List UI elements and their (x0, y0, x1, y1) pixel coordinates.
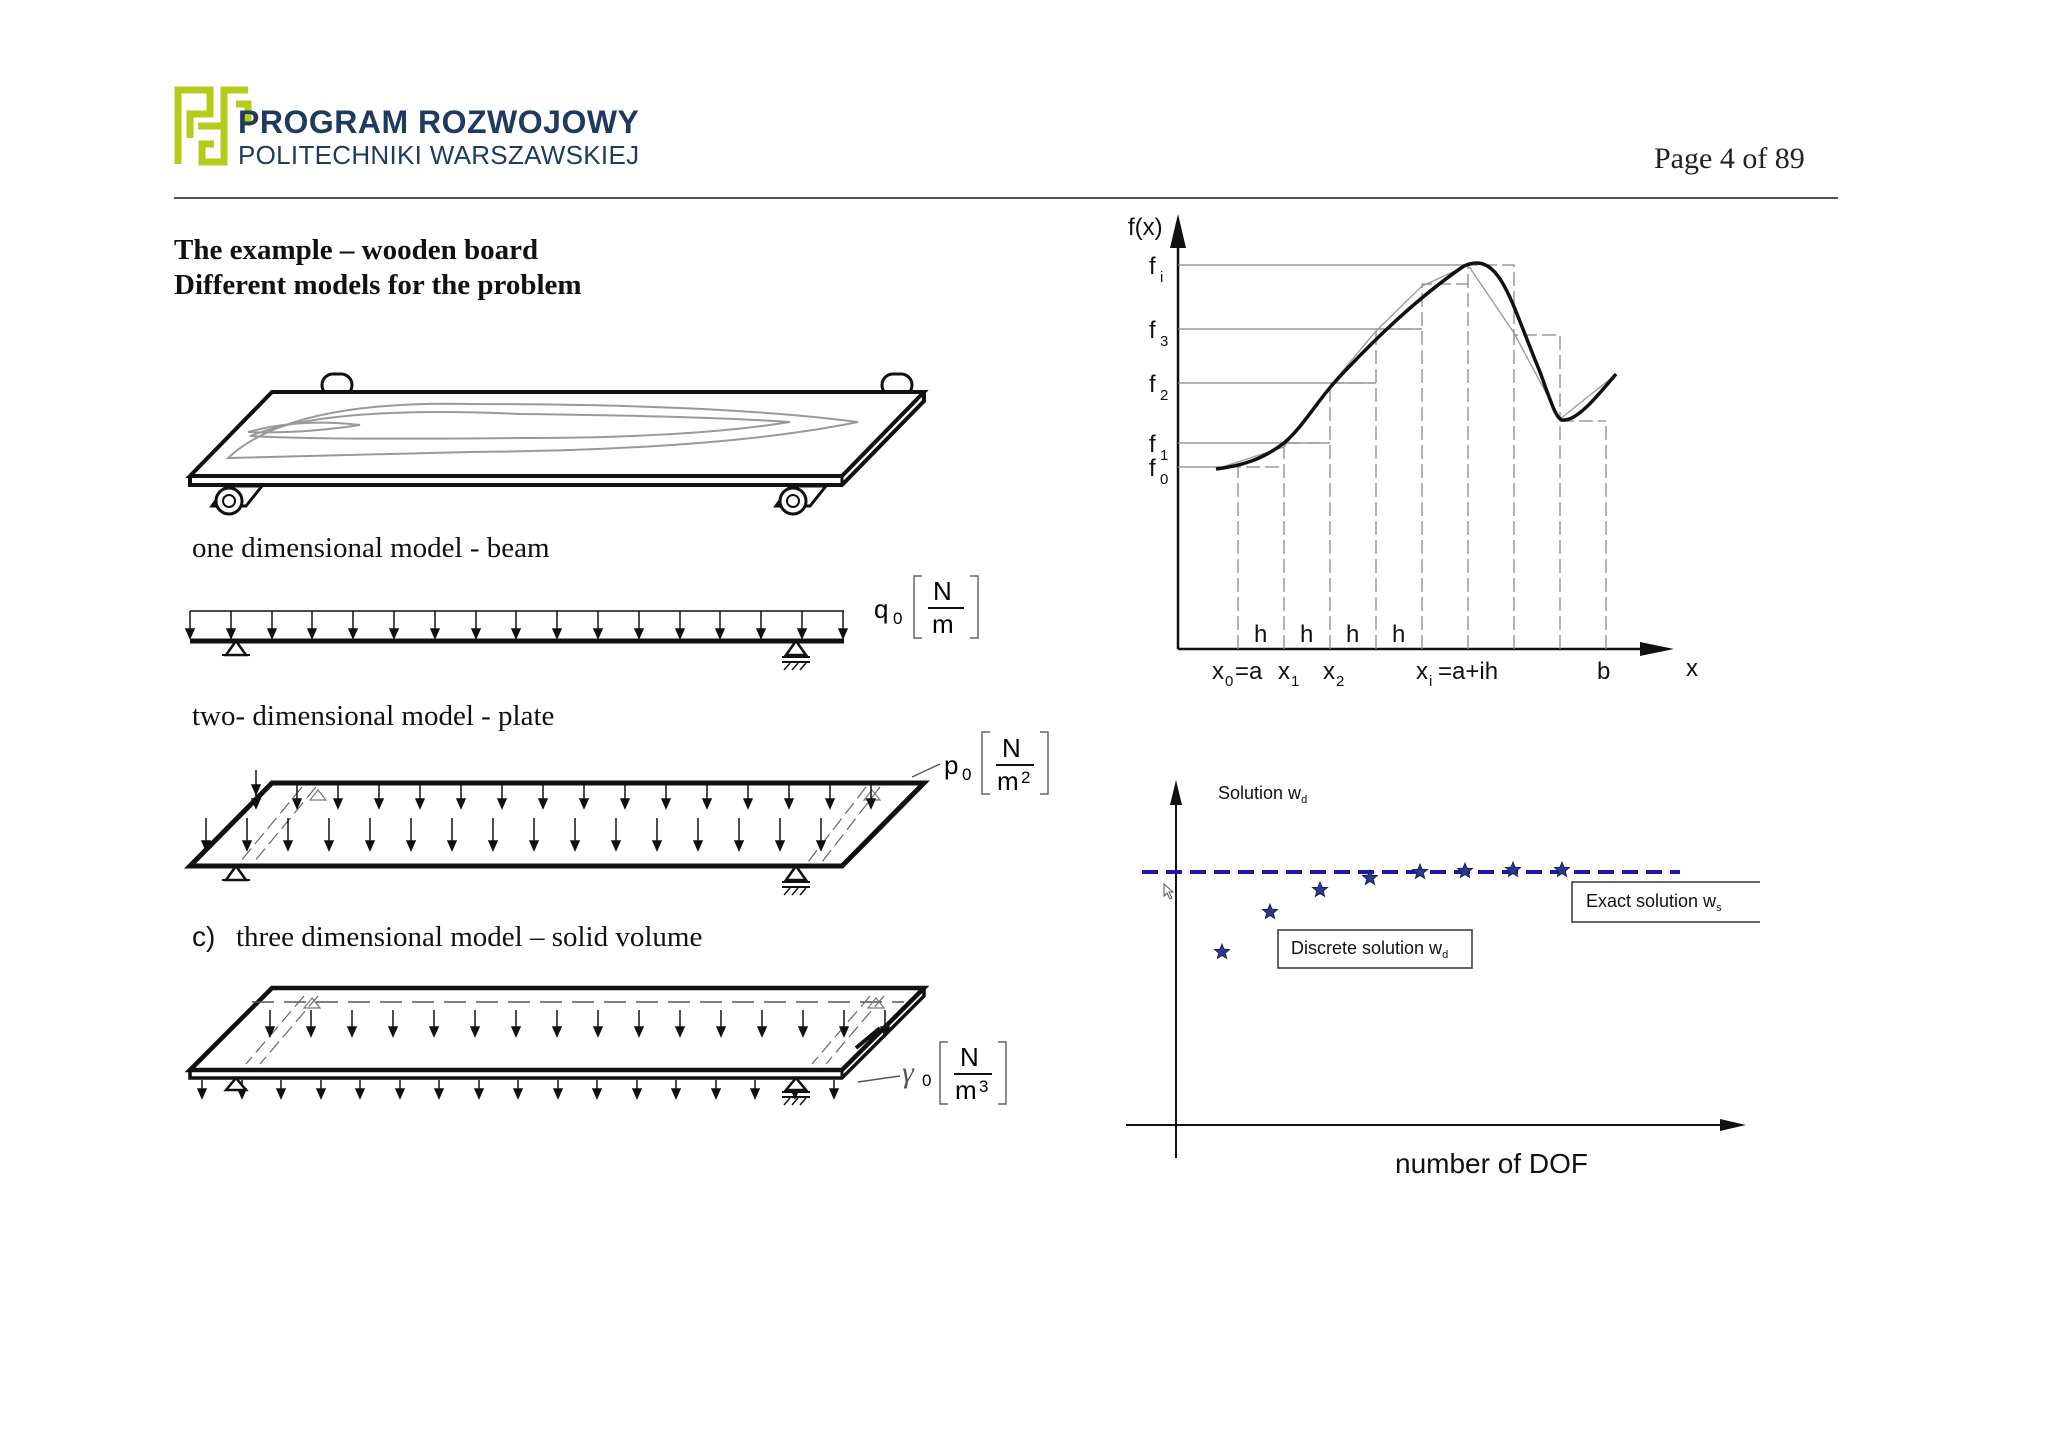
plate-load-arrow-head (416, 799, 424, 808)
convergence-x-label: number of DOF (1395, 1148, 1588, 1179)
solid-load-arrow-head (266, 1027, 274, 1036)
svg-text:γ: γ (902, 1056, 914, 1089)
solid-load-arrow-head (475, 1089, 483, 1098)
svg-text:0: 0 (893, 609, 903, 628)
solid-load-arrow-head (840, 1027, 848, 1036)
plate-load-arrow-head (703, 799, 711, 808)
beam-load-arrow-head (308, 629, 316, 638)
beam-load-arrow-head (431, 629, 439, 638)
svg-text:2: 2 (1336, 673, 1345, 690)
svg-text:q: q (874, 594, 889, 624)
svg-text:N: N (933, 576, 952, 606)
svg-text:3: 3 (979, 1077, 989, 1096)
plate-load-arrow-head (662, 799, 670, 808)
svg-text:x: x (1686, 655, 1698, 682)
step-h-3: h (1346, 621, 1360, 648)
svg-text:N: N (1002, 733, 1021, 763)
solid-load-arrow-head (277, 1089, 285, 1098)
plate-load-arrow-head (571, 841, 579, 850)
beam-load-arrow-head (349, 629, 357, 638)
star-icon (1505, 862, 1520, 877)
svg-text:1: 1 (1291, 673, 1300, 690)
svg-text:=a+ih: =a+ih (1438, 658, 1499, 685)
plate-load-arrow-head (744, 799, 752, 808)
plate-load-arrow-head (612, 841, 620, 850)
star-icon (1262, 904, 1277, 919)
plate-load-arrow-head (530, 841, 538, 850)
star-icon (1554, 862, 1569, 877)
svg-text:m: m (955, 1075, 977, 1105)
load-label-beam (874, 576, 978, 639)
star-icon (1412, 864, 1427, 879)
solid-load-arrow-head (717, 1027, 725, 1036)
beam-load-arrow-head (227, 629, 235, 638)
star-icon (1214, 944, 1229, 959)
plate-load-arrow-head (334, 799, 342, 808)
plate-load-arrow-head (407, 841, 415, 850)
beam-load-arrow-head (594, 629, 602, 638)
plate-load-arrow-head (284, 841, 292, 850)
solid-load-arrow-head (553, 1027, 561, 1036)
svg-text:f(x): f(x) (1128, 214, 1163, 241)
beam-load-arrow-head (390, 629, 398, 638)
plate-load-arrow-head (776, 841, 784, 850)
svg-text:i: i (1160, 269, 1164, 286)
solid-load-arrow-head (676, 1027, 684, 1036)
cursor-icon (1164, 884, 1173, 899)
solid-load-arrow-head (830, 1089, 838, 1098)
solid-load-arrow-head (554, 1089, 562, 1098)
svg-text:0: 0 (922, 1071, 932, 1090)
svg-text:0: 0 (1225, 673, 1234, 690)
solid-model (190, 988, 924, 1105)
plate-load-arrow-head (457, 799, 465, 808)
solid-load-arrow-head (593, 1089, 601, 1098)
solid-load-arrow-head (389, 1027, 397, 1036)
function-plot (1100, 200, 1720, 700)
solid-load-arrow-head (751, 1089, 759, 1098)
plate-load-arrow-head (539, 799, 547, 808)
step-h-2: h (1300, 621, 1314, 648)
caption-solid: three dimensional model – solid volume (236, 921, 703, 953)
svg-text:1: 1 (1160, 447, 1169, 464)
solid-load-arrow-head (471, 1027, 479, 1036)
solid-load-arrow-head (758, 1027, 766, 1036)
solid-load-arrow-head (356, 1089, 364, 1098)
svg-text:f: f (1149, 431, 1156, 458)
heading-line1: The example – wooden board (174, 234, 539, 266)
convergence-y-label: Solution $w_d$ (1218, 783, 1308, 806)
svg-text:f: f (1149, 371, 1156, 398)
plate-load-arrow-head (325, 841, 333, 850)
svg-text:N: N (960, 1042, 979, 1072)
plate-load-arrow-head (735, 841, 743, 850)
solid-load-arrow-head (435, 1089, 443, 1098)
plate-load-arrow-head (653, 841, 661, 850)
svg-text:x: x (1278, 658, 1290, 685)
plate-load-arrow-head (867, 799, 875, 808)
beam-load-arrow-head (635, 629, 643, 638)
exact-solution-label: Exact solution $w_s$ (1586, 891, 1722, 914)
svg-text:2: 2 (1021, 768, 1031, 787)
plate-load-arrow-head (621, 799, 629, 808)
solid-load-arrow-head (799, 1027, 807, 1036)
heading-line2: Different models for the problem (174, 269, 582, 301)
svg-text:=a: =a (1235, 658, 1263, 685)
solid-load-arrow-head (512, 1027, 520, 1036)
beam-load-arrow-head (798, 629, 806, 638)
solid-load-arrow-head (514, 1089, 522, 1098)
svg-text:0: 0 (1160, 471, 1169, 488)
solid-load-arrow-head (430, 1027, 438, 1036)
load-label-plate (944, 732, 1048, 796)
plate-load-arrow-head (366, 841, 374, 850)
discrete-solution-label: Discrete solution $w_d$ (1291, 938, 1449, 961)
svg-text:x: x (1323, 658, 1335, 685)
beam-load-arrow-head (839, 629, 847, 638)
logo-subtitle: POLITECHNIKI WARSZAWSKIEJ (238, 140, 640, 170)
plate-load-arrow-head (252, 785, 260, 794)
caption-plate: two- dimensional model - plate (192, 700, 555, 732)
plate-load-arrow-head (694, 841, 702, 850)
beam-load-arrow-head (716, 629, 724, 638)
plate-load-arrow-head (785, 799, 793, 808)
beam-load-arrow-head (268, 629, 276, 638)
wooden-board (190, 374, 924, 514)
svg-text:f: f (1149, 253, 1156, 280)
beam-model (186, 611, 847, 670)
svg-text:0: 0 (962, 765, 972, 784)
beam-load-arrow-head (553, 629, 561, 638)
plate-load-arrow-head (243, 841, 251, 850)
beam-load-arrow-head (186, 629, 194, 638)
beam-load-arrow-head (472, 629, 480, 638)
svg-text:x: x (1212, 658, 1224, 685)
solid-load-arrow-head (594, 1027, 602, 1036)
solid-load-arrow-head (396, 1089, 404, 1098)
beam-load-arrow-head (676, 629, 684, 638)
svg-text:i: i (1429, 673, 1433, 690)
solid-load-arrow-head (307, 1027, 315, 1036)
svg-text:m: m (997, 766, 1019, 796)
function-labels (1128, 214, 1698, 690)
svg-text:b: b (1597, 658, 1611, 685)
solid-load-arrow-head (672, 1089, 680, 1098)
caption-solid-prefix: c) (192, 921, 216, 952)
solid-load-arrow-head (633, 1089, 641, 1098)
plate-load-arrow-head (580, 799, 588, 808)
plate-load-arrow-head (489, 841, 497, 850)
page-number: Page 4 of 89 (1654, 142, 1805, 175)
solid-load-arrow-head (348, 1027, 356, 1036)
caption-beam: one dimensional model - beam (192, 532, 550, 564)
step-h-1: h (1254, 621, 1268, 648)
function-curve (1216, 263, 1616, 469)
plate-load-arrow-head (252, 799, 260, 808)
solid-load-arrow-head (635, 1027, 643, 1036)
svg-text:m: m (932, 609, 954, 639)
solid-load-arrow-head (317, 1089, 325, 1098)
star-icon (1457, 863, 1472, 878)
convergence-plot (1100, 760, 1760, 1180)
svg-text:2: 2 (1160, 387, 1169, 404)
logo-title: PROGRAM ROZWOJOWY (238, 104, 640, 140)
plate-load-arrow-head (448, 841, 456, 850)
solid-load-arrow-head (712, 1089, 720, 1098)
solid-load-arrow-head (198, 1089, 206, 1098)
beam-load-arrow-head (512, 629, 520, 638)
svg-text:x: x (1416, 658, 1428, 685)
svg-text:f: f (1149, 317, 1156, 344)
plate-load-arrow-head (826, 799, 834, 808)
plate-load-arrow-head (375, 799, 383, 808)
svg-text:3: 3 (1160, 333, 1169, 350)
plate-load-arrow-head (498, 799, 506, 808)
star-icon (1312, 882, 1327, 897)
load-label-solid (902, 1042, 1006, 1105)
svg-text:f: f (1149, 455, 1156, 482)
beam-load-arrow-head (757, 629, 765, 638)
plate-load-arrow-head (817, 841, 825, 850)
svg-text:p: p (944, 750, 959, 780)
plate-model (190, 764, 940, 895)
step-h-4: h (1392, 621, 1406, 648)
